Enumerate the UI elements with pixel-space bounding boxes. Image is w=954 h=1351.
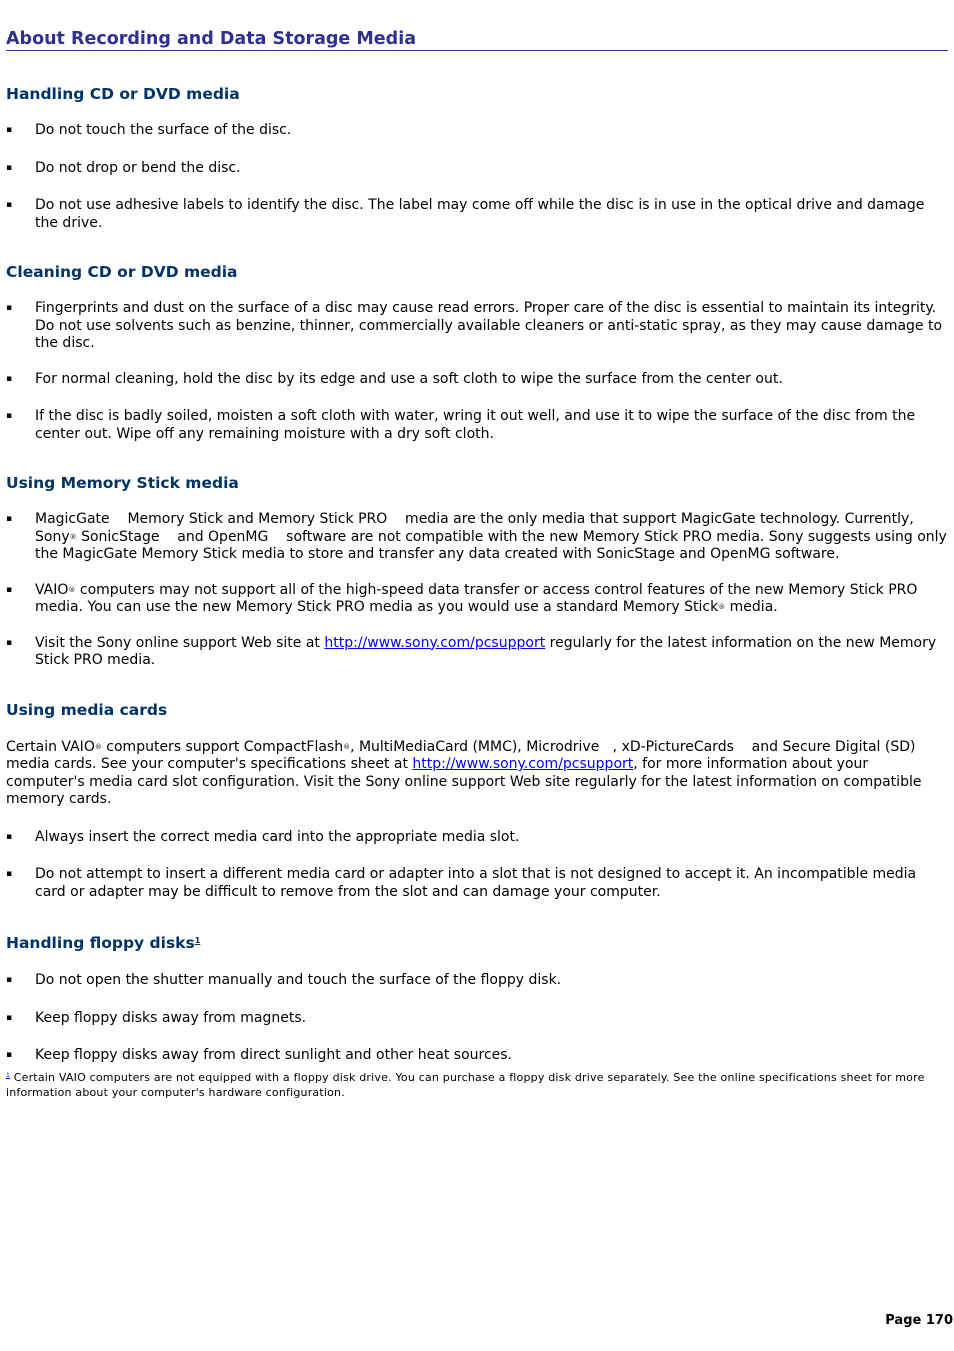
sony-support-link[interactable]: http://www.sony.com/pcsupport [412,756,634,772]
registered-mark: ® [718,603,726,611]
media-cards-paragraph: Certain VAIO® computers support CompactFlash®, MultiMediaCard (MMC), Microdrive , xD-PictureCards and Secure Digital (SD) media cards. See your computer's specifications sheet at http://www.sony.com/pcsupport, for more information about your computer's media card slot configuration. Visit the Sony online support Web site regularly for the latest information on compatible memory cards. [6,738,922,807]
list-item: ▪ If the disc is badly soiled, moisten a soft cloth with water, wring it out well, and use it to wipe the surface of the disc from the center out. Wipe off any remaining moisture with a dry soft cloth. [6,408,916,442]
section-heading-memory-stick: Using Memory Stick media [6,474,239,492]
bullet-icon: ▪ [6,1050,13,1060]
list-item: ▪ Keep floppy disks away from magnets. [6,1009,307,1026]
bullet-icon: ▪ [6,637,13,648]
bullet-icon: ▪ [6,584,13,595]
section-heading-cleaning: Cleaning CD or DVD media [6,263,238,281]
list-item: ▪ Do not open the shutter manually and touch the surface of the floppy disk. [6,972,562,988]
list-item: ▪ Always insert the correct media card into the appropriate media slot. [6,828,520,845]
bullet-icon: ▪ [6,200,13,210]
list-item: ▪ MagicGate Memory Stick and Memory Stick PRO media are the only media that support MagicGate technology. Currently, Sony® SonicStage and OpenMG software are not compatible with the new Memory Stick PRO media. Sony suggests using only the MagicGate Memory Stick media to store and transfer any data created with SonicStage and OpenMG software. [6,511,952,562]
document-page [6,28,952,1111]
list-item: ▪ Do not drop or bend the disc. [6,159,241,176]
cd-list [6,122,948,232]
bullet-icon: ▪ [6,975,13,985]
memory-stick-list [6,511,952,670]
list-item: ▪ Visit the Sony online support Web site at http://www.sony.com/pcsupport regularly for the latest information on the new Memory Stick PRO media. [6,634,937,668]
registered-mark: ® [94,742,102,751]
bullet-icon: ▪ [6,303,13,313]
bullet-icon: ▪ [6,514,13,524]
page-title: About Recording and Data Storage Media [6,28,948,51]
footnote: $^1$ Certain VAIO computers are not equipped with a floppy disk drive. You can purchase a floppy disk drive separately. See the online specifications sheet for more information about your computer's hardware configuration. [6,1070,925,1099]
registered-mark: ® [69,532,77,541]
section-heading-floppy: Handling floppy disks$^1$ [6,934,201,952]
list-item: ▪ VAIO® computers may not support all of the high-speed data transfer or access control features of the new Memory Stick PRO media. You can use the new Memory Stick PRO media as you would use a standard Memory Stick® media. [6,581,918,615]
list-item: ▪ Keep floppy disks away from direct sunlight and other heat sources. [6,1047,513,1063]
section-heading-media-cards: Using media cards [6,700,168,719]
bullet-icon: ▪ [6,869,13,879]
bullet-icon: ▪ [6,373,13,384]
registered-mark: ® [343,742,351,751]
section-heading-cd: Handling CD or DVD media [6,85,240,103]
list-item: ▪ Fingerprints and dust on the surface of a disc may cause read errors. Proper care of the disc is essential to maintain its integrity. Do not use solvents such as benzine, thinner, commercially available cleaners or anti-static spray, as they may cause damage to the disc. [6,300,943,351]
list-item: ▪ For normal cleaning, hold the disc by its edge and use a soft cloth to wipe the surface from the center out. [6,370,783,387]
page-number: Page 170 [885,1313,953,1328]
cleaning-list [6,300,948,443]
bullet-icon: ▪ [6,1012,13,1023]
list-item: ▪ Do not attempt to insert a different media card or adapter into a slot that is not designed to accept it. An incompatible media card or adapter may be difficult to remove from the slot and can damage your computer. [6,866,917,900]
sony-support-link[interactable]: http://www.sony.com/pcsupport [324,634,546,651]
footnote-mark: 1 [6,1071,11,1079]
bullet-icon: ▪ [6,411,13,421]
media-cards-list [6,829,948,902]
list-item: ▪ Do not touch the surface of the disc. [6,122,292,138]
bullet-icon: ▪ [6,125,13,135]
registered-mark: ® [68,585,76,594]
footnote-ref-link[interactable]: 1 [194,936,201,945]
floppy-list [6,972,948,1065]
bullet-icon: ▪ [6,162,13,173]
bullet-icon: ▪ [6,831,13,842]
list-item: ▪ Do not use adhesive labels to identify the disc. The label may come off while the disc is in use in the optical drive and damage the drive. [6,197,925,231]
